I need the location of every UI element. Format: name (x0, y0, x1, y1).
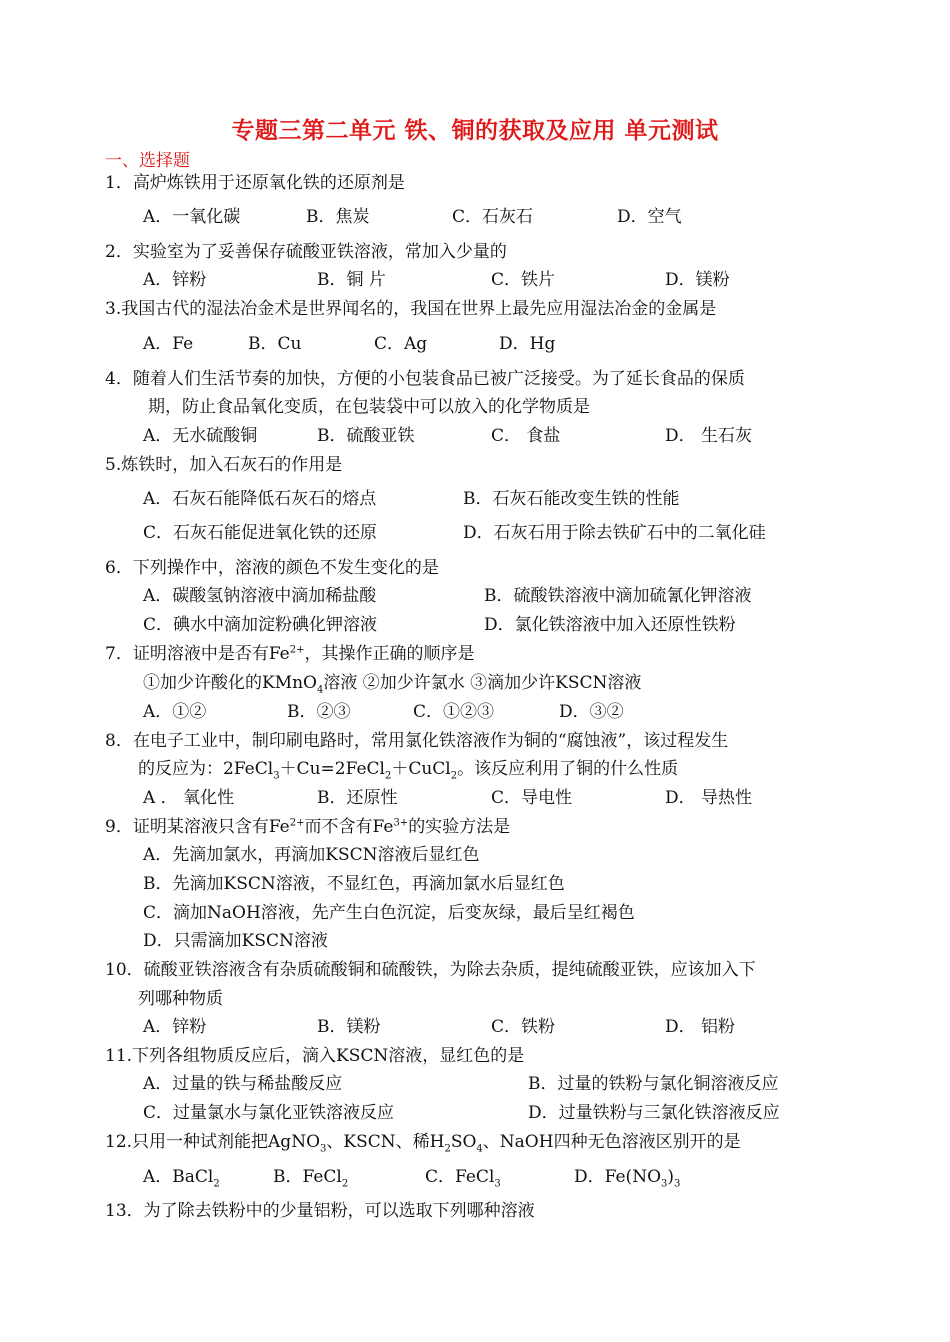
question-2-stem: 2．实验室为了妥善保存硫酸亚铁溶液，常加入少量的 (105, 242, 507, 262)
question-7-steps: ①加少许酸化的KMnO$_4$溶液 ②加少许氯水 ③滴加少许KSCN溶液 (143, 673, 642, 696)
question-4-stem-line2: 期，防止食品氧化变质，在包装袋中可以放入的化学物质是 (148, 397, 590, 417)
question-8-stem-line1: 8．在电子工业中，制印刷电路时，常用氯化铁溶液作为铜的“腐蚀液”，该过程发生 (105, 731, 729, 751)
q12-option-a: A．BaCl$_2$ (143, 1167, 220, 1190)
question-3-stem: 3.我国古代的湿法冶金术是世界闻名的，我国在世界上最先应用湿法冶金的金属是 (105, 299, 717, 319)
q4-option-d: D． 生石灰 (665, 426, 753, 446)
q3-option-c: C．Ag (374, 334, 428, 354)
q6-option-b: B．硫酸铁溶液中滴加硫氰化钾溶液 (484, 586, 752, 606)
q11-option-c: C．过量氯水与氯化亚铁溶液反应 (143, 1103, 395, 1123)
q8-option-c: C．导电性 (491, 788, 573, 808)
q4-option-c: C． 食盐 (491, 426, 561, 446)
q12-option-b: B．FeCl$_2$ (273, 1167, 349, 1190)
q7-option-a: A．①② (143, 702, 207, 722)
question-1-stem: 1．高炉炼铁用于还原氧化铁的还原剂是 (105, 173, 405, 193)
question-10-stem-line1: 10．硫酸亚铁溶液含有杂质硫酸铜和硫酸铁，为除去杂质，提纯硫酸亚铁，应该加入下 (105, 960, 756, 980)
q5-option-a: A．石灰石能降低石灰石的熔点 (143, 489, 377, 509)
q5-option-c: C．石灰石能促进氧化铁的还原 (143, 523, 378, 543)
q6-option-a: A．碳酸氢钠溶液中滴加稀盐酸 (143, 586, 377, 606)
q3-option-b: B．Cu (248, 334, 302, 354)
q7-option-c: C．①②③ (413, 702, 495, 722)
q6-option-d: D．氯化铁溶液中加入还原性铁粉 (484, 615, 736, 635)
q2-option-d: D．镁粉 (665, 270, 730, 290)
q10-option-d: D． 铝粉 (665, 1017, 736, 1037)
question-11-stem: 11.下列各组物质反应后，滴入KSCN溶液，显红色的是 (105, 1046, 525, 1066)
q6-option-c: C．碘水中滴加淀粉碘化钾溶液 (143, 615, 378, 635)
q8-option-a: A ． 氧化性 (143, 788, 235, 808)
q1-option-b: B．焦炭 (306, 207, 370, 227)
q9-option-c: C．滴加NaOH溶液，先产生白色沉淀，后变灰绿，最后呈红褐色 (143, 903, 635, 923)
q12-option-c: C．FeCl$_3$ (425, 1167, 501, 1190)
question-4-stem-line1: 4．随着人们生活节奏的加快，方便的小包装食品已被广泛接受。为了延长食品的保质 (105, 369, 745, 389)
q2-option-c: C．铁片 (491, 270, 556, 290)
q5-option-d: D．石灰石用于除去铁矿石中的二氧化硅 (463, 523, 766, 543)
q8-option-b: B．还原性 (317, 788, 398, 808)
page-title: 专题三第二单元 铁、铜的获取及应用 单元测试 (231, 118, 719, 144)
q1-option-a: A．一氧化碳 (143, 207, 241, 227)
q1-option-c: C．石灰石 (452, 207, 534, 227)
section-heading: 一、选择题 (105, 151, 190, 171)
q5-option-b: B．石灰石能改变生铁的性能 (463, 489, 680, 509)
q10-option-b: B．镁粉 (317, 1017, 381, 1037)
q11-option-a: A．过量的铁与稀盐酸反应 (143, 1074, 343, 1094)
q11-option-d: D．过量铁粉与三氯化铁溶液反应 (528, 1103, 780, 1123)
q4-option-b: B．硫酸亚铁 (317, 426, 415, 446)
q8-option-d: D． 导热性 (665, 788, 753, 808)
question-6-stem: 6．下列操作中，溶液的颜色不发生变化的是 (105, 558, 439, 578)
q9-option-d: D．只需滴加KSCN溶液 (143, 931, 328, 951)
q4-option-a: A．无水硫酸铜 (143, 426, 258, 446)
q2-option-b: B．铜 片 (317, 270, 386, 290)
question-8-equation: 的反应为：2FeCl$_3$＋Cu=2FeCl$_2$＋CuCl$_2$。该反应利用了铜的什么性质 (138, 759, 679, 782)
question-10-stem-line2: 列哪种物质 (138, 989, 223, 1009)
question-13-stem: 13．为了除去铁粉中的少量铝粉，可以选取下列哪种溶液 (105, 1201, 535, 1221)
q9-option-a: A．先滴加氯水，再滴加KSCN溶液后显红色 (143, 845, 480, 865)
q3-option-a: A．Fe (143, 334, 194, 354)
question-7-stem: 7．证明溶液中是否有$Fe^{2+}$，其操作正确的顺序是 (105, 644, 475, 664)
q3-option-d: D．Hg (499, 334, 556, 354)
q11-option-b: B．过量的铁粉与氯化铜溶液反应 (528, 1074, 779, 1094)
q9-option-b: B．先滴加KSCN溶液，不显红色，再滴加氯水后显红色 (143, 874, 565, 894)
q2-option-a: A．锌粉 (143, 270, 207, 290)
q12-option-d: D．$Fe(NO_3)_3$ (574, 1167, 681, 1190)
question-12-stem: 12.只用一种试剂能把AgNO$_3$、KSCN、稀$H_2SO_4$、NaOH四种无色溶液区别开的是 (105, 1132, 741, 1155)
question-5-stem: 5.炼铁时，加入石灰石的作用是 (105, 455, 343, 475)
q1-option-d: D．空气 (617, 207, 682, 227)
question-9-stem: 9．证明某溶液只含有$Fe^{2+}$而不含有$Fe^{3+}$的实验方法是 (105, 817, 511, 837)
q7-option-d: D．③② (559, 702, 624, 722)
q7-option-b: B．②③ (287, 702, 351, 722)
q10-option-c: C．铁粉 (491, 1017, 556, 1037)
q10-option-a: A．锌粉 (143, 1017, 207, 1037)
